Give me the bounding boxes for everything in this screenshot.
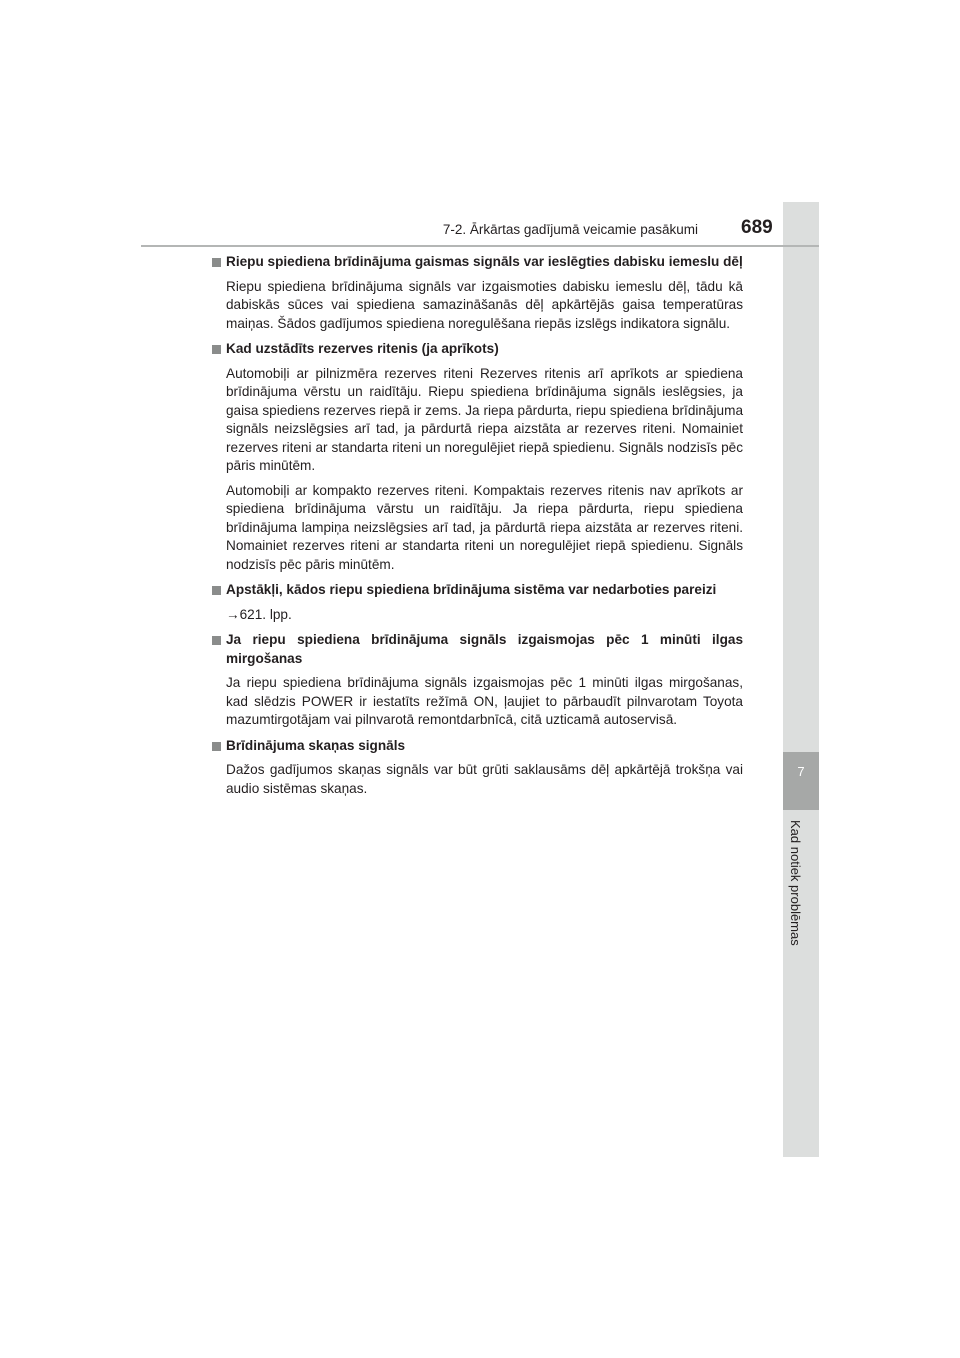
chapter-number: 7 bbox=[797, 764, 805, 779]
list-item bbox=[210, 631, 743, 730]
chapter-title: Kad notiek problēmas bbox=[788, 820, 803, 946]
chapter-number-tab bbox=[783, 752, 819, 810]
list-item bbox=[210, 253, 743, 333]
square-bullet-icon bbox=[212, 345, 221, 354]
page-reference: →621. lpp. bbox=[226, 606, 292, 622]
item-paragraph: Dažos gadījumos skaņas signāls var būt grūti saklausāms dēļ apkārtējā trokšņa vai audio sistēmas skaņas. bbox=[226, 762, 743, 796]
item-paragraph: Riepu spiediena brīdinājuma signāls var izgaismoties dabisku iemeslu dēļ, tādu kā dabiskās sūces vai spiediena samazināšanās dēļ apkārtējās gaisa temperatūras maiņas. Šādos gadījumos spiediena noregulēšana riepās izslēgs indikatora signālu. bbox=[226, 278, 743, 331]
square-bullet-icon bbox=[212, 636, 221, 645]
item-heading: Kad uzstādīts rezerves ritenis (ja aprīkots) bbox=[226, 341, 499, 356]
item-paragraph: Automobiļi ar pilnizmēra rezerves riteni Rezerves ritenis arī aprīkots ar spiediena brīdinājuma vērstu un raidītāju. Riepu spiediena brīdinājuma signāls ieslēgsies, ja gaisa spiediens rezerves riepā ir zems. Ja riepa pārdurta, riepu spiediena brīdinājuma signāls neizslēgsies arī tad, ja pārdurtā riepa aizstāta ar rezerves riteni. Nomainiet rezerves riteni ar standarta riteni un noregulējiet riepā spiedienu. Signāls nodzisīs pēc pāris minūtēm. bbox=[226, 365, 743, 473]
list-item bbox=[210, 737, 743, 799]
header-divider bbox=[141, 245, 819, 247]
item-heading: Apstākļi, kādos riepu spiediena brīdinājuma sistēma var nedarboties pareizi bbox=[226, 582, 717, 597]
square-bullet-icon bbox=[212, 586, 221, 595]
section-title: 7-2. Ārkārtas gadījumā veicamie pasākumi bbox=[442, 222, 698, 237]
list-item bbox=[210, 581, 743, 624]
item-paragraph: Ja riepu spiediena brīdinājuma signāls izgaismojas pēc 1 minūti ilgas mirgošanas, kad slēdzis POWER ir iestatīts režīmā ON, ļaujiet to pārbaudīt pilnvarotam Toyota mazumtirgotājam vai pilnvarotā remontdarbnīcā, citā uzticamā autoservisā. bbox=[226, 675, 743, 727]
item-paragraph: Automobiļi ar kompakto rezerves riteni. Kompaktais rezerves ritenis nav aprīkots ar spiediena brīdinājuma vārstu un raidītāju. Ja riepa pārdurta, riepu spiediena brīdinājuma lampiņa neizslēgsies arī tad, ja pārdurtā riepa aizstāta ar rezerves riteni. Nomainiet rezerves riteni ar standarta riteni un noregulējiet riepā spiedienu. Signāls nodzisīs pēc pāris minūtēm. bbox=[226, 482, 743, 572]
square-bullet-icon bbox=[212, 258, 221, 267]
page-content bbox=[210, 253, 743, 805]
square-bullet-icon bbox=[212, 742, 221, 751]
item-heading: Riepu spiediena brīdinājuma gaismas signāls var ieslēgties dabisku iemeslu dēļ bbox=[226, 254, 743, 269]
item-heading: Ja riepu spiediena brīdinājuma signāls izgaismojas pēc 1 minūti ilgas mirgošanas bbox=[226, 632, 743, 666]
item-heading: Brīdinājuma skaņas signāls bbox=[226, 737, 406, 753]
chapter-side-tab bbox=[783, 202, 819, 1157]
list-item bbox=[210, 340, 743, 574]
page-number: 689 bbox=[741, 217, 773, 238]
